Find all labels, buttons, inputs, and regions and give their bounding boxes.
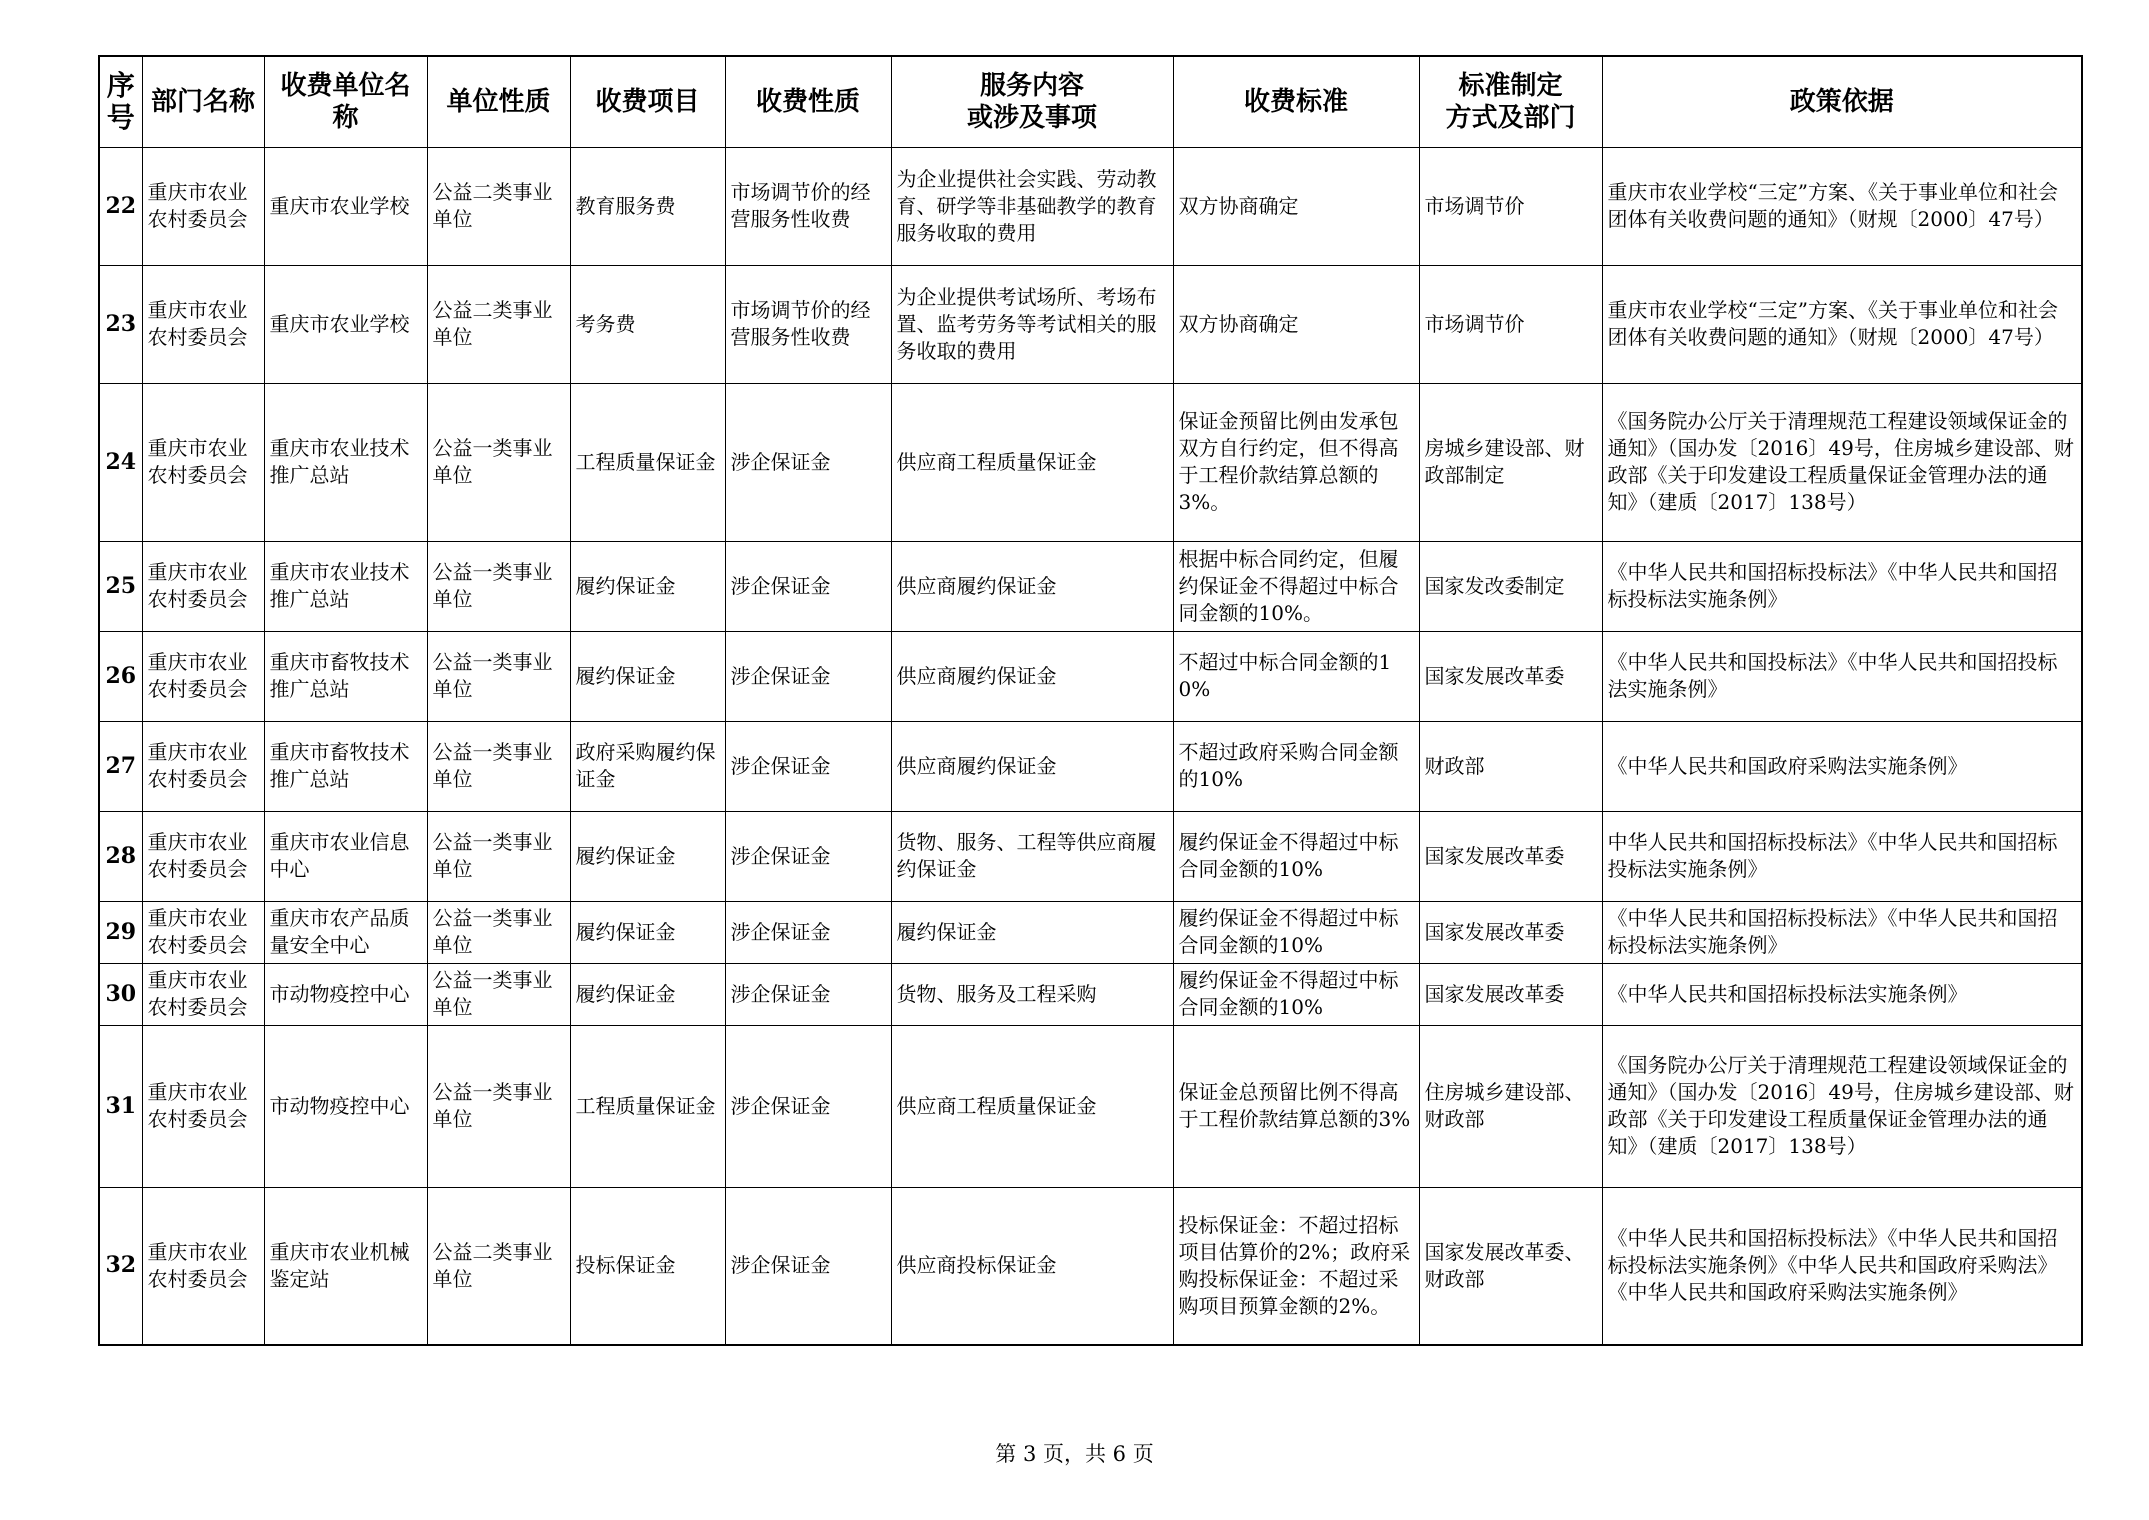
cell-service: 为企业提供社会实践、劳动教育、研学等非基础教学的教育服务收取的费用 <box>891 147 1173 265</box>
cell-nature: 公益一类事业单位 <box>427 631 570 721</box>
header-method-line2: 方式及部门 <box>1445 102 1576 133</box>
cell-method: 国家发展改革委 <box>1419 901 1602 963</box>
cell-item: 工程质量保证金 <box>570 1025 725 1187</box>
cell-method: 房城乡建设部、财政部制定 <box>1419 383 1602 541</box>
cell-fee-type: 涉企保证金 <box>725 631 891 721</box>
cell-nature: 公益二类事业单位 <box>427 265 570 383</box>
table-body <box>99 147 2082 1345</box>
table-row <box>99 631 2082 721</box>
cell-method: 市场调节价 <box>1419 147 1602 265</box>
cell-nature: 公益一类事业单位 <box>427 901 570 963</box>
cell-service: 供应商投标保证金 <box>891 1187 1173 1345</box>
table-row <box>99 147 2082 265</box>
table-row <box>99 901 2082 963</box>
cell-no: 23 <box>99 265 142 383</box>
cell-standard: 保证金预留比例由发承包双方自行约定，但不得高于工程价款结算总额的3%。 <box>1173 383 1419 541</box>
cell-fee-type: 涉企保证金 <box>725 383 891 541</box>
cell-policy: 《国务院办公厅关于清理规范工程建设领域保证金的通知》（国办发〔2016〕49号，住房城乡建设部、财政部《关于印发建设工程质量保证金管理办法的通知》（建质〔2017〕138号） <box>1602 383 2082 541</box>
cell-nature: 公益一类事业单位 <box>427 721 570 811</box>
cell-standard: 履约保证金不得超过中标合同金额的10% <box>1173 901 1419 963</box>
cell-dept: 重庆市农业农村委员会 <box>142 541 264 631</box>
cell-fee-type: 市场调节价的经营服务性收费 <box>725 265 891 383</box>
cell-unit: 重庆市畜牧技术推广总站 <box>264 721 427 811</box>
cell-fee-type: 涉企保证金 <box>725 1187 891 1345</box>
header-no-line1: 序 <box>106 68 135 102</box>
cell-item: 工程质量保证金 <box>570 383 725 541</box>
header-service <box>891 56 1173 147</box>
table-row <box>99 811 2082 901</box>
cell-standard: 投标保证金：不超过招标项目估算价的2%；政府采购投标保证金：不超过采购项目预算金额的2%。 <box>1173 1187 1419 1345</box>
cell-fee-type: 市场调节价的经营服务性收费 <box>725 147 891 265</box>
cell-fee-type: 涉企保证金 <box>725 721 891 811</box>
header-method <box>1419 56 1602 147</box>
table-row <box>99 265 2082 383</box>
cell-fee-type: 涉企保证金 <box>725 963 891 1025</box>
cell-no: 31 <box>99 1025 142 1187</box>
cell-item: 履约保证金 <box>570 963 725 1025</box>
cell-service: 供应商履约保证金 <box>891 721 1173 811</box>
cell-dept: 重庆市农业农村委员会 <box>142 721 264 811</box>
header-no <box>99 56 142 147</box>
cell-no: 29 <box>99 901 142 963</box>
table-row <box>99 383 2082 541</box>
cell-unit: 重庆市畜牧技术推广总站 <box>264 631 427 721</box>
cell-unit: 重庆市农产品质量安全中心 <box>264 901 427 963</box>
cell-service: 为企业提供考试场所、考场布置、监考劳务等考试相关的服务收取的费用 <box>891 265 1173 383</box>
cell-no: 25 <box>99 541 142 631</box>
cell-method: 住房城乡建设部、财政部 <box>1419 1025 1602 1187</box>
cell-method: 国家发改委制定 <box>1419 541 1602 631</box>
header-standard: 收费标准 <box>1173 56 1419 147</box>
cell-standard: 不超过中标合同金额的10% <box>1173 631 1419 721</box>
cell-item: 履约保证金 <box>570 631 725 721</box>
cell-standard: 保证金总预留比例不得高于工程价款结算总额的3% <box>1173 1025 1419 1187</box>
cell-nature: 公益一类事业单位 <box>427 1025 570 1187</box>
cell-policy: 《中华人民共和国政府采购法实施条例》 <box>1602 721 2082 811</box>
cell-dept: 重庆市农业农村委员会 <box>142 383 264 541</box>
cell-service: 货物、服务、工程等供应商履约保证金 <box>891 811 1173 901</box>
cell-item: 投标保证金 <box>570 1187 725 1345</box>
cell-method: 国家发展改革委 <box>1419 963 1602 1025</box>
header-service-line2: 或涉及事项 <box>966 102 1097 133</box>
cell-unit: 市动物疫控中心 <box>264 1025 427 1187</box>
cell-method: 财政部 <box>1419 721 1602 811</box>
page-number: 第 3 页，共 6 页 <box>995 1442 1154 1466</box>
cell-policy: 《中华人民共和国招标投标法实施条例》 <box>1602 963 2082 1025</box>
cell-policy: 重庆市农业学校“三定”方案、《关于事业单位和社会团体有关收费问题的通知》（财规〔2000〕47号） <box>1602 147 2082 265</box>
header-fee-type: 收费性质 <box>725 56 891 147</box>
cell-fee-type: 涉企保证金 <box>725 811 891 901</box>
table-row <box>99 963 2082 1025</box>
cell-policy: 重庆市农业学校“三定”方案、《关于事业单位和社会团体有关收费问题的通知》（财规〔2000〕47号） <box>1602 265 2082 383</box>
cell-service: 供应商工程质量保证金 <box>891 1025 1173 1187</box>
fee-table <box>98 55 2083 1346</box>
header-item: 收费项目 <box>570 56 725 147</box>
cell-dept: 重庆市农业农村委员会 <box>142 631 264 721</box>
cell-no: 28 <box>99 811 142 901</box>
cell-service: 供应商履约保证金 <box>891 631 1173 721</box>
cell-dept: 重庆市农业农村委员会 <box>142 963 264 1025</box>
cell-unit: 重庆市农业机械鉴定站 <box>264 1187 427 1345</box>
cell-item: 履约保证金 <box>570 541 725 631</box>
cell-dept: 重庆市农业农村委员会 <box>142 901 264 963</box>
cell-standard: 双方协商确定 <box>1173 265 1419 383</box>
cell-fee-type: 涉企保证金 <box>725 1025 891 1187</box>
cell-method: 国家发展改革委 <box>1419 631 1602 721</box>
cell-item: 履约保证金 <box>570 901 725 963</box>
cell-item: 考务费 <box>570 265 725 383</box>
cell-fee-type: 涉企保证金 <box>725 901 891 963</box>
cell-service: 货物、服务及工程采购 <box>891 963 1173 1025</box>
cell-method: 国家发展改革委 <box>1419 811 1602 901</box>
header-dept: 部门名称 <box>142 56 264 147</box>
cell-no: 32 <box>99 1187 142 1345</box>
table-row <box>99 721 2082 811</box>
cell-dept: 重庆市农业农村委员会 <box>142 147 264 265</box>
cell-nature: 公益一类事业单位 <box>427 383 570 541</box>
cell-method: 市场调节价 <box>1419 265 1602 383</box>
cell-standard: 双方协商确定 <box>1173 147 1419 265</box>
cell-nature: 公益二类事业单位 <box>427 1187 570 1345</box>
cell-no: 30 <box>99 963 142 1025</box>
cell-nature: 公益一类事业单位 <box>427 811 570 901</box>
cell-item: 教育服务费 <box>570 147 725 265</box>
header-no-line2: 号 <box>106 100 135 134</box>
cell-standard: 履约保证金不得超过中标合同金额的10% <box>1173 963 1419 1025</box>
cell-nature: 公益一类事业单位 <box>427 541 570 631</box>
cell-unit: 重庆市农业学校 <box>264 265 427 383</box>
header-policy: 政策依据 <box>1602 56 2082 147</box>
cell-policy: 《国务院办公厅关于清理规范工程建设领域保证金的通知》（国办发〔2016〕49号，住房城乡建设部、财政部《关于印发建设工程质量保证金管理办法的通知》（建质〔2017〕138号） <box>1602 1025 2082 1187</box>
cell-dept: 重庆市农业农村委员会 <box>142 811 264 901</box>
cell-service: 供应商工程质量保证金 <box>891 383 1173 541</box>
cell-nature: 公益一类事业单位 <box>427 963 570 1025</box>
cell-unit: 重庆市农业信息中心 <box>264 811 427 901</box>
cell-no: 22 <box>99 147 142 265</box>
table-row <box>99 1187 2082 1345</box>
cell-standard: 履约保证金不得超过中标合同金额的10% <box>1173 811 1419 901</box>
header-unit: 收费单位名称 <box>264 56 427 147</box>
cell-unit: 重庆市农业技术推广总站 <box>264 383 427 541</box>
cell-dept: 重庆市农业农村委员会 <box>142 1025 264 1187</box>
cell-no: 27 <box>99 721 142 811</box>
cell-item: 履约保证金 <box>570 811 725 901</box>
cell-unit: 重庆市农业学校 <box>264 147 427 265</box>
header-service-line1: 服务内容 <box>979 70 1084 101</box>
cell-policy: 《中华人民共和国招标投标法》《中华人民共和国招标投标法实施条例》 <box>1602 541 2082 631</box>
cell-dept: 重庆市农业农村委员会 <box>142 265 264 383</box>
cell-policy: 《中华人民共和国招标投标法》《中华人民共和国招标投标法实施条例》《中华人民共和国政府采购法》《中华人民共和国政府采购法实施条例》 <box>1602 1187 2082 1345</box>
cell-dept: 重庆市农业农村委员会 <box>142 1187 264 1345</box>
cell-standard: 根据中标合同约定，但履约保证金不得超过中标合同金额的10%。 <box>1173 541 1419 631</box>
cell-item: 政府采购履约保证金 <box>570 721 725 811</box>
cell-standard: 不超过政府采购合同金额的10% <box>1173 721 1419 811</box>
header-nature: 单位性质 <box>427 56 570 147</box>
cell-unit: 重庆市农业技术推广总站 <box>264 541 427 631</box>
cell-policy: 中华人民共和国招标投标法》《中华人民共和国招标投标法实施条例》 <box>1602 811 2082 901</box>
cell-service: 履约保证金 <box>891 901 1173 963</box>
header-method-line1: 标准制定 <box>1458 70 1563 101</box>
cell-nature: 公益二类事业单位 <box>427 147 570 265</box>
cell-method: 国家发展改革委、财政部 <box>1419 1187 1602 1345</box>
table-header-row <box>99 56 2082 147</box>
cell-no: 26 <box>99 631 142 721</box>
cell-fee-type: 涉企保证金 <box>725 541 891 631</box>
cell-policy: 《中华人民共和国招标投标法》《中华人民共和国招标投标法实施条例》 <box>1602 901 2082 963</box>
table-row <box>99 1025 2082 1187</box>
cell-service: 供应商履约保证金 <box>891 541 1173 631</box>
cell-policy: 《中华人民共和国投标法》《中华人民共和国招投标法实施条例》 <box>1602 631 2082 721</box>
table-row <box>99 541 2082 631</box>
cell-no: 24 <box>99 383 142 541</box>
cell-unit: 市动物疫控中心 <box>264 963 427 1025</box>
